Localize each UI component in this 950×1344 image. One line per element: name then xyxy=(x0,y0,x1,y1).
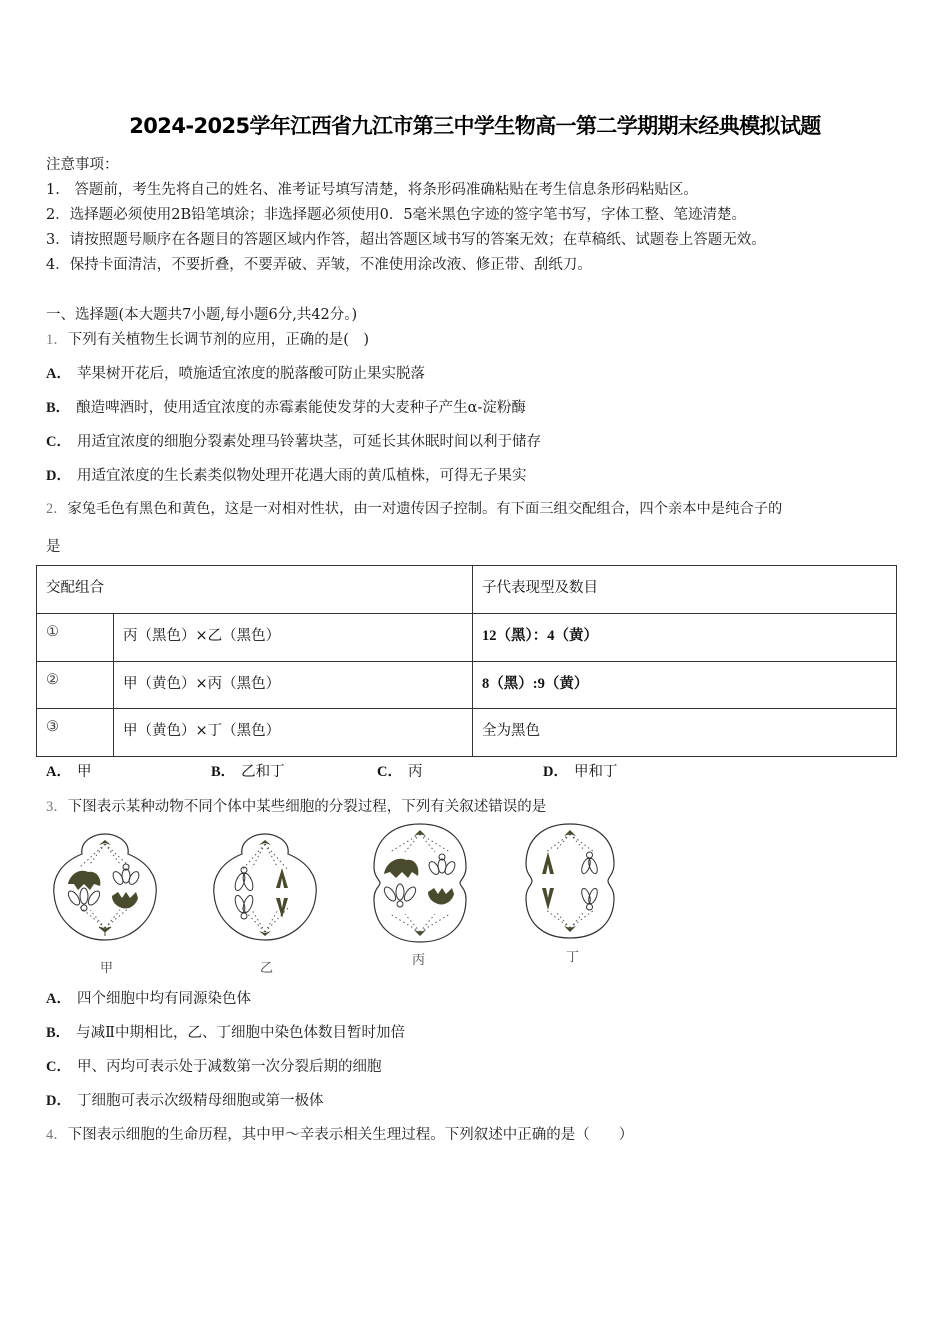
question-text: 下列有关植物生长调节剂的应用，正确的是( ) xyxy=(67,332,370,348)
table-row xyxy=(37,613,897,661)
q2-option-d[interactable] xyxy=(543,760,617,781)
option-text: 丁细胞可表示次级精母细胞或第一极体 xyxy=(76,1093,324,1109)
cell-figure-bing xyxy=(370,822,470,968)
cell-diagram-icon xyxy=(370,822,470,944)
option-label: D． xyxy=(46,468,71,484)
q1-option-d[interactable] xyxy=(46,464,526,485)
question-3-stem xyxy=(46,795,546,816)
cross-cell: 甲（黄色）×丙（黑色） xyxy=(114,661,473,709)
option-text: 甲和丁 xyxy=(573,764,618,780)
q3-option-c[interactable] xyxy=(46,1055,381,1076)
option-label: A． xyxy=(46,991,71,1007)
exam-title: 2024-2025学年江西省九江市第三中学生物高一第二学期期末经典模拟试题 xyxy=(129,114,821,138)
option-text: 乙和丁 xyxy=(241,764,285,780)
question-4-stem xyxy=(46,1123,633,1144)
cell-diagram-icon xyxy=(50,832,160,944)
question-text: 家兔毛色有黑色和黄色，这是一对相对性状，由一对遗传因子控制。有下面三组交配组合，四个亲本中是纯合子的 xyxy=(67,501,783,517)
q2-option-c[interactable] xyxy=(377,760,422,781)
offspring-cell: 全为黑色 xyxy=(473,709,897,757)
table-header: 子代表现型及数目 xyxy=(473,566,897,614)
option-label: B． xyxy=(46,1025,71,1041)
option-text: 甲、丙均可表示处于减数第一次分裂后期的细胞 xyxy=(76,1059,382,1075)
cell-figure-jia xyxy=(50,832,160,976)
q1-option-b[interactable] xyxy=(46,396,526,417)
question-text: 下图表示某种动物不同个体中某些细胞的分裂过程，下列有关叙述错误的是 xyxy=(67,799,547,815)
option-label: C． xyxy=(46,434,71,450)
offspring-cell: 12（黑）：4（黄） xyxy=(473,613,897,661)
question-number: 3． xyxy=(46,799,68,815)
option-text: 酿造啤酒时，使用适宜浓度的赤霉素能使发芽的大麦种子产生α-淀粉酶 xyxy=(76,400,526,416)
question-number: 1． xyxy=(46,332,68,348)
q3-option-a[interactable] xyxy=(46,987,251,1008)
option-label: A． xyxy=(46,764,71,780)
q2-options xyxy=(46,760,746,780)
question-number: 2． xyxy=(46,501,68,517)
option-text: 与减Ⅱ中期相比，乙、丁细胞中染色体数目暂时加倍 xyxy=(76,1025,406,1041)
question-2-stem xyxy=(46,498,782,518)
cell-division-figures xyxy=(40,820,640,976)
notice-item-1: 1. 答题前，考生先将自己的姓名、准考证号填写清楚，将条形码准确粘贴在考生信息条形码粘贴区。 xyxy=(46,182,698,198)
option-label: A． xyxy=(46,366,71,382)
question-2-stem-cont: 是 xyxy=(46,539,61,555)
cross-table xyxy=(36,565,897,757)
option-text: 用适宜浓度的细胞分裂素处理马铃薯块茎，可延长其休眠时间以利于储存 xyxy=(76,434,541,450)
q3-option-d[interactable] xyxy=(46,1089,323,1110)
cross-cell: 甲（黄色）×丁（黑色） xyxy=(114,709,473,757)
option-label: B． xyxy=(211,764,236,780)
row-id: ② xyxy=(37,661,114,709)
figure-label: 丁 xyxy=(566,950,580,965)
question-1-stem xyxy=(46,328,369,349)
option-label: D． xyxy=(543,764,568,780)
section-heading: 一、选择题(本大题共7小题,每小题6分,共42分。) xyxy=(46,307,358,323)
figure-label: 乙 xyxy=(260,961,274,976)
offspring-cell: 8（黑）:9（黄） xyxy=(473,661,897,709)
cell-diagram-icon xyxy=(210,832,320,944)
cell-figure-ding xyxy=(520,822,620,965)
option-label: D． xyxy=(46,1093,71,1109)
table-row xyxy=(37,661,897,709)
option-text: 四个细胞中均有同源染色体 xyxy=(76,991,251,1007)
cell-diagram-icon xyxy=(520,822,620,940)
option-text: 用适宜浓度的生长素类似物处理开花遇大雨的黄瓜植株，可得无子果实 xyxy=(76,468,527,484)
option-label: C． xyxy=(377,764,402,780)
q2-option-b[interactable] xyxy=(211,760,285,781)
row-id: ③ xyxy=(37,709,114,757)
notice-item-2: 2．选择题必须使用2B铅笔填涂；非选择题必须使用0．5毫米黑色字迹的签字笔书写，字体工整、笔迹清楚。 xyxy=(46,207,747,223)
q1-option-c[interactable] xyxy=(46,430,541,451)
q3-option-b[interactable] xyxy=(46,1021,405,1042)
notice-item-4: 4．保持卡面清洁，不要折叠，不要弄破、弄皱，不准使用涂改液、修正带、刮纸刀。 xyxy=(46,257,592,273)
q1-option-a[interactable] xyxy=(46,362,425,383)
notice-item-3: 3．请按照题号顺序在各题目的答题区域内作答，超出答题区域书写的答案无效；在草稿纸、试题卷上答题无效。 xyxy=(46,232,766,248)
notice-heading: 注意事项： xyxy=(46,157,119,173)
cross-cell: 丙（黑色）×乙（黑色） xyxy=(114,613,473,661)
question-text: 下图表示细胞的生命历程，其中甲～辛表示相关生理过程。下列叙述中正确的是（ ） xyxy=(67,1127,634,1143)
figure-label: 丙 xyxy=(412,953,426,968)
option-label: C． xyxy=(46,1059,71,1075)
q2-option-a[interactable] xyxy=(46,760,91,781)
row-id: ① xyxy=(37,613,114,661)
option-text: 丙 xyxy=(407,764,423,780)
table-row xyxy=(37,709,897,757)
figure-label: 甲 xyxy=(100,961,114,976)
table-header: 交配组合 xyxy=(37,566,473,614)
question-number: 4． xyxy=(46,1127,68,1143)
cell-figure-yi xyxy=(210,832,320,976)
option-label: B． xyxy=(46,400,71,416)
table-header-row xyxy=(37,566,897,614)
option-text: 苹果树开花后，喷施适宜浓度的脱落酸可防止果实脱落 xyxy=(76,366,425,382)
option-text: 甲 xyxy=(76,764,92,780)
